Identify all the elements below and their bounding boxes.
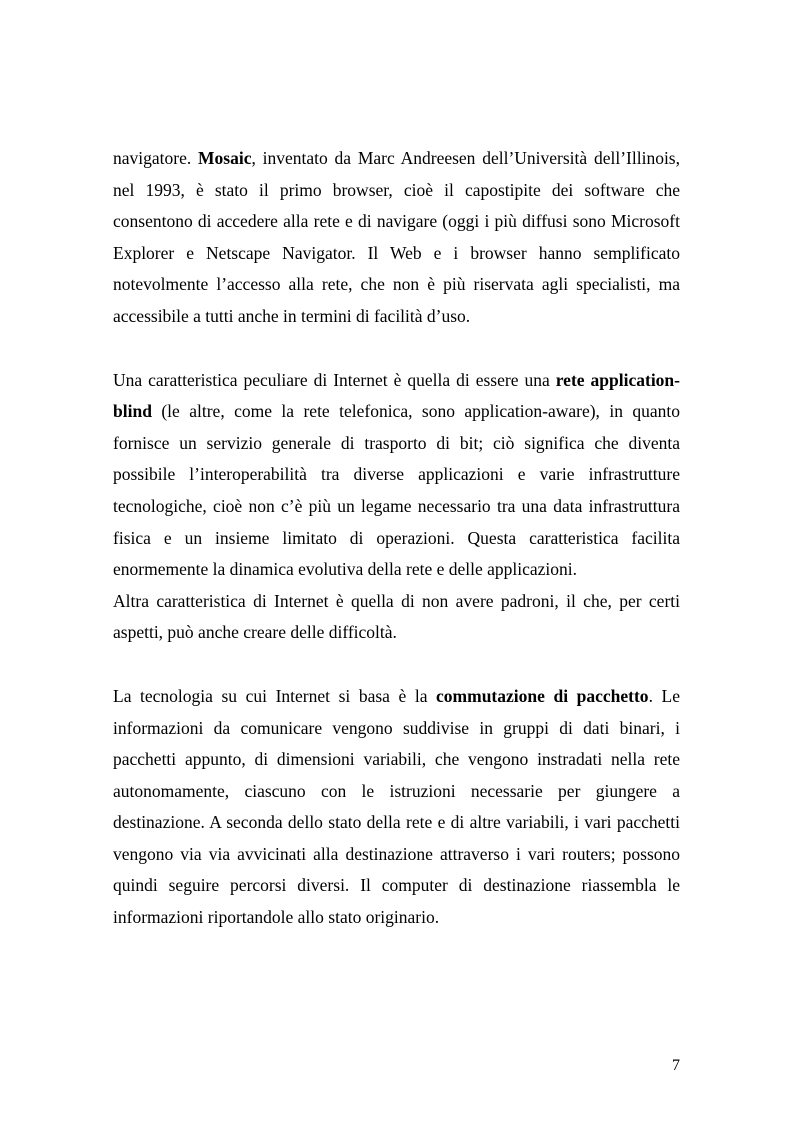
bold-term-commutazione-di-pacchetto: commutazione di pacchetto bbox=[436, 685, 649, 706]
bold-term-rete-application-blind: rete application-blind bbox=[113, 369, 680, 422]
text-segment: , inventato da Marc Andreesen dell’Università dell’Illinois, nel 1993, è stato il primo browser, cioè il capostipite dei software che consentono di accedere alla rete e di navigare (oggi i più diffusi sono Microsoft Explorer e Netscape Navigator. Il Web e i browser hanno semplificato notevolmente l’accesso alla rete, che non è più riservata agli specialisti, ma accessibile a tutti anche in termini di facilità d’uso. bbox=[113, 148, 680, 326]
paragraph-spacer bbox=[113, 333, 680, 365]
paragraph-commutazione bbox=[113, 681, 680, 934]
text-segment: Una caratteristica peculiare di Internet è quella di essere una bbox=[113, 369, 556, 390]
text-segment: La tecnologia su cui Internet si basa è la bbox=[113, 685, 437, 706]
paragraph-application-blind bbox=[113, 365, 680, 586]
paragraph-mosaic bbox=[113, 143, 680, 333]
text-segment: . Le informazioni da comunicare vengono suddivise in gruppi di dati binari, i pacchetti appunto, di dimensioni variabili, che vengono instradati nella rete autonomamente, ciascuno con le istruzioni necessarie per giungere a destinazione. A seconda dello stato della rete e di altre variabili, i vari pacchetti vengono via via avvicinati alla destinazione attraverso i vari routers; possono quindi seguire percorsi diversi. Il computer di destinazione riassembla le informazioni riportandole allo stato originario. bbox=[113, 685, 680, 928]
text-segment: navigatore. bbox=[113, 148, 199, 168]
page-body bbox=[113, 143, 680, 934]
text-segment: (le altre, come la rete telefonica, sono application-aware), in quanto fornisce un servizio generale di trasporto di bit; ciò significa che diventa possibile l’interoperabilità tra diverse applicazioni e varie infrastrutture tecnologiche, cioè non c’è più un legame necessario tra una data infrastruttura fisica e un insieme limitato di operazioni. Questa caratteristica facilita enormemente la dinamica evolutiva della rete e delle applicazioni. bbox=[113, 401, 680, 580]
paragraph-spacer bbox=[113, 649, 680, 681]
paragraph-padroni bbox=[113, 586, 680, 649]
page-number: 7 bbox=[672, 1057, 680, 1074]
text-segment: Altra caratteristica di Internet è quella di non avere padroni, il che, per certi aspetti, può anche creare delle difficoltà. bbox=[113, 590, 680, 643]
bold-term-mosaic: Mosaic bbox=[198, 148, 252, 168]
